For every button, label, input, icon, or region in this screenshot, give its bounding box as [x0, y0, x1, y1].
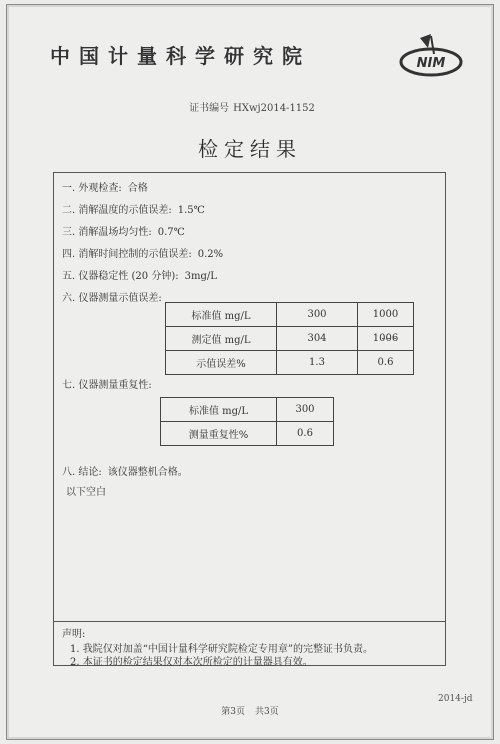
table-row [166, 303, 414, 327]
table-row [161, 398, 334, 422]
item-value: 0.7℃ [157, 227, 185, 238]
item-label: 四. 消解时间控制的示值误差: [62, 249, 192, 260]
table-cell: 测量重复性% [161, 422, 277, 446]
document-code: 2014-jd [438, 694, 473, 704]
document-title: 检定结果 [198, 137, 302, 161]
table-cell: 304 [277, 327, 358, 351]
institute-name: 中国计量科学研究院 [50, 44, 311, 68]
nim-logo-icon [398, 34, 464, 78]
certificate-number-value: HXwj2014-1152 [233, 103, 315, 114]
blank-below-text: 以下空白 [66, 487, 106, 498]
item-label: 二. 消解温度的示值误差: [62, 205, 172, 216]
item-label: 七. 仪器测量重复性: [62, 380, 152, 391]
table-cell: 1.3 [277, 351, 358, 375]
item-time-control-error [62, 245, 223, 260]
table-cell: 0.6 [277, 422, 334, 446]
table-cell: 300 [277, 398, 334, 422]
table-row [161, 422, 334, 446]
accuracy-table [165, 302, 414, 375]
table-cell: 0.6 [358, 351, 414, 375]
table-cell: 测定值 mg/L [166, 327, 277, 351]
table-cell: 标准值 mg/L [166, 303, 277, 327]
item-label: 五. 仪器稳定性 (20 分钟): [62, 271, 179, 282]
page-footer [0, 704, 500, 717]
item-label: 八. 结论: [62, 467, 102, 478]
item-label: 三. 消解温场均匀性: [62, 227, 152, 238]
item-conclusion [62, 463, 188, 478]
table-cell: 标准值 mg/L [161, 398, 277, 422]
certificate-number [0, 99, 500, 114]
statement-title: 声明: [62, 629, 86, 640]
certificate-number-label: 证书编号 [189, 103, 230, 114]
handwritten-mark [382, 338, 396, 340]
table-row [166, 351, 414, 375]
item-appearance [62, 179, 148, 194]
table-row [166, 327, 414, 351]
item-label: 六. 仪器测量示值误差: [62, 293, 162, 304]
item-stability [62, 267, 217, 282]
item-value: 3mg/L [184, 271, 217, 282]
logo-text: NIM [416, 56, 446, 71]
table-cell: 300 [277, 303, 358, 327]
table-cell: 1000 [358, 303, 414, 327]
repeatability-table [160, 397, 334, 446]
item-measurement-error [62, 289, 162, 304]
statement-line-2: 2. 本证书的检定结果仅对本次所检定的计量器具有效。 [70, 657, 313, 668]
table-cell: 1006 [358, 327, 414, 351]
item-value: 该仪器整机合格。 [107, 467, 188, 478]
page-total: 共3页 [255, 707, 279, 717]
page-current: 第3页 [221, 707, 245, 717]
table-cell: 示值误差% [166, 351, 277, 375]
item-value: 合格 [127, 183, 148, 194]
item-value: 1.5℃ [177, 205, 205, 216]
item-value: 0.2% [197, 249, 224, 260]
item-temperature-uniformity [62, 223, 185, 238]
statement-line-1: 1. 我院仅对加盖“中国计量科学研究院检定专用章”的完整证书负责。 [70, 644, 373, 655]
item-label: 一. 外观检查: [62, 183, 122, 194]
item-repeatability [62, 376, 152, 391]
item-temperature-error [62, 201, 205, 216]
